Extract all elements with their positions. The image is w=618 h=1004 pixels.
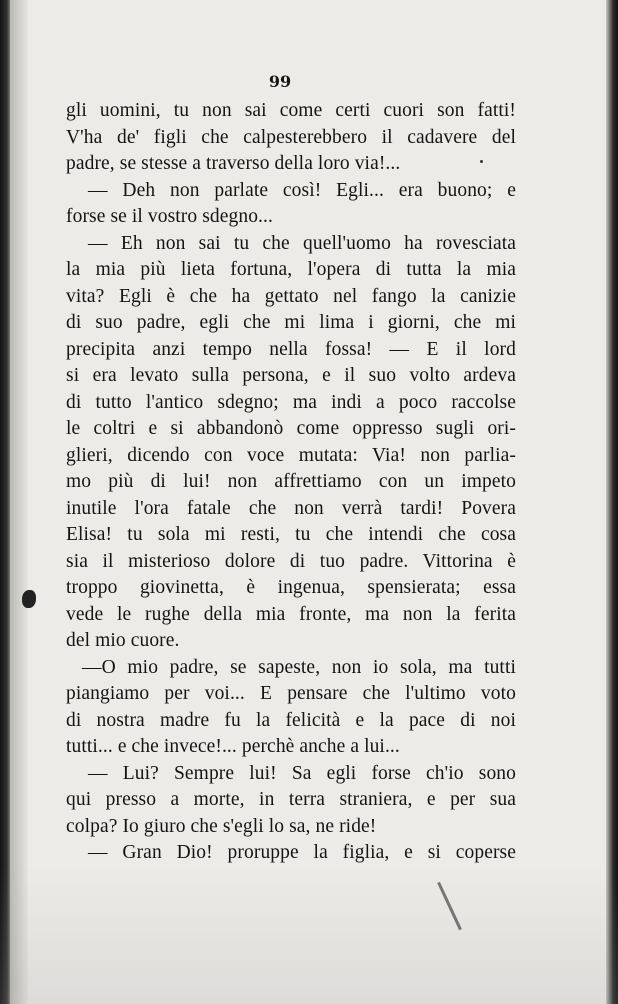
text-line: vita? Egli è che ha gettato nel fango la canizie [66,285,516,307]
text-line: glieri, dicendo con voce mutata: Via! non parlia- [66,444,516,466]
text-line: forse se il vostro sdegno... [66,206,273,227]
text-line: — Deh non parlate così! Egli... era buono; e [88,179,516,201]
text-line: di nostra madre fu la felicità e la pace di noi [66,709,516,731]
text-line: di suo padre, egli che mi lima i giorni, che mi [66,312,516,333]
text-line: — Lui? Sempre lui! Sa egli forse ch'io sono [88,762,516,784]
text-body [66,98,516,867]
text-line: di tutto l'antico sdegno; ma indi a poco raccolse [66,391,516,413]
text-line: V'ha de' figli che calpesterebbero il cadavere del [66,126,516,148]
text-line: inutile l'ora fatale che non verrà tardi! Povera [66,497,516,519]
text-line: piangiamo per voi... E pensare che l'ultimo voto [66,683,516,704]
text-line: vede le rughe della mia fronte, ma non la ferita [66,603,516,625]
text-line: del mio cuore. [66,630,180,651]
page-gutter [10,0,28,1004]
text-line: colpa? Io giuro che s'egli lo sa, ne ride! [66,815,377,837]
ink-blot [22,590,36,608]
text-line: qui presso a morte, in terra straniera, e per sua [66,789,516,810]
text-line: — Eh non sai tu che quell'uomo ha rovesciata [88,232,516,254]
text-line: le coltri e si abbandonò come oppresso sugli ori- [66,418,516,439]
text-line: mo più di lui! non affrettiamo con un impeto [66,471,516,492]
page-number: 99 [268,72,292,91]
text-line: padre, se stesse a traverso della loro via!... [66,153,401,174]
page-right-edge [606,0,618,1004]
text-line: precipita anzi tempo nella fossa! — E il lord [66,338,516,360]
text-line: tutti... e che invece!... perchè anche a lui... [66,736,400,757]
text-line: Elisa! tu sola mi resti, tu che intendi che cosa [66,524,516,545]
text-line: si era levato sulla persona, e il suo volto ardeva [66,365,516,386]
text-line: la mia più lieta fortuna, l'opera di tutta la mia [66,259,516,280]
binding-edge [0,0,10,1004]
text-line: troppo giovinetta, è ingenua, spensierata; essa [66,577,516,598]
text-line: —O mio padre, se sapeste, non io sola, ma tutti [82,656,516,678]
text-line: — Gran Dio! proruppe la figlia, e si coperse [88,842,516,863]
page-stain [0,864,618,1004]
text-line: gli uomini, tu non sai come certi cuori son fatti! [66,100,516,121]
text-line: sia il misterioso dolore di tuo padre. Vittorina è [66,550,516,572]
